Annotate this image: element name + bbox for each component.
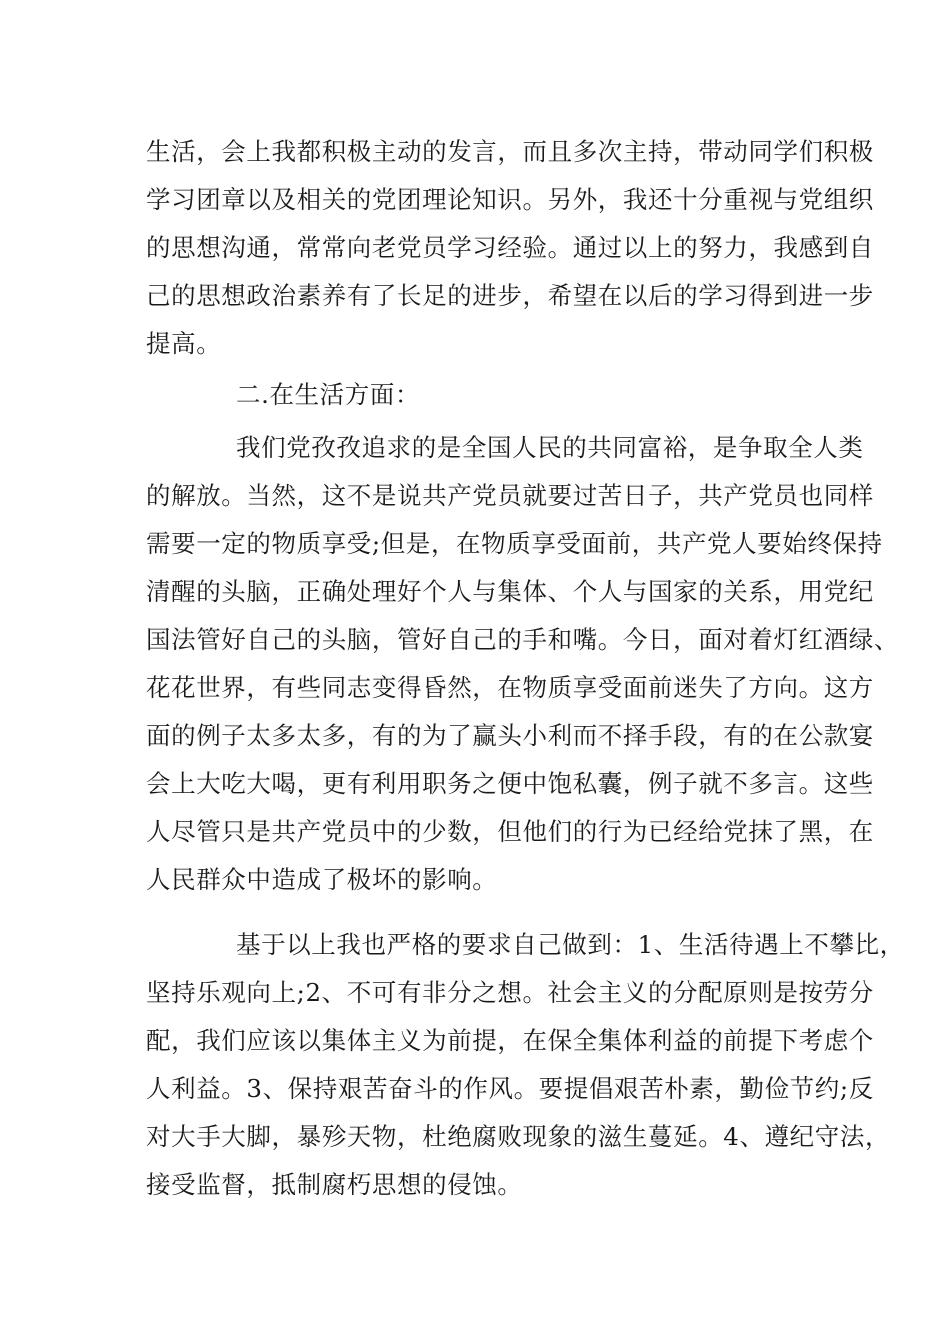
text-line: 面的例子太多太多，有的为了赢头小利而不择手段，有的在公款宴 <box>146 721 874 750</box>
text-line: 对大手大脚，暴殄天物，杜绝腐败现象的滋生蔓延。4、遵纪守法， <box>146 1122 891 1151</box>
text-line: 人尽管只是共产党员中的少数，但他们的行为已经给党抹了黑，在 <box>146 817 874 846</box>
paragraph-party-study <box>146 128 874 368</box>
text-line: 我们党孜孜追求的是全国人民的共同富裕，是争取全人类 <box>236 433 864 462</box>
text-line: 接受监督，抵制腐朽思想的侵蚀。 <box>146 1170 523 1199</box>
text-line: 人民群众中造成了极坏的影响。 <box>146 865 498 894</box>
text-line: 需要一定的物质享受;但是，在物质享受面前，共产党人要始终保持 <box>146 529 883 558</box>
text-line: 提高。 <box>146 329 222 358</box>
paragraph-self-requirements <box>146 921 905 1209</box>
section-heading-life <box>146 371 826 419</box>
text-line: 会上大吃大喝，更有利用职务之便中饱私囊，例子就不多言。这些 <box>146 769 874 798</box>
section-heading: 二.在生活方面： <box>236 380 421 409</box>
text-line: 基于以上我也严格的要求自己做到：1、生活待遇上不攀比， <box>236 930 905 959</box>
paragraph-material-life <box>146 424 899 904</box>
text-line: 生活，会上我都积极主动的发言，而且多次主持，带动同学们积极 <box>146 137 874 166</box>
text-line: 的思想沟通，常常向老党员学习经验。通过以上的努力，我感到自 <box>146 233 874 262</box>
text-line: 的解放。当然，这不是说共产党员就要过苦日子，共产党员也同样 <box>146 481 874 510</box>
text-line: 配，我们应该以集体主义为前提，在保全集体利益的前提下考虑个 <box>146 1026 874 1055</box>
text-line: 人利益。3、保持艰苦奋斗的作风。要提倡艰苦朴素，勤俭节约;反 <box>146 1074 874 1103</box>
text-line: 坚持乐观向上;2、不可有非分之想。社会主义的分配原则是按劳分 <box>146 978 874 1007</box>
text-line: 学习团章以及相关的党团理论知识。另外，我还十分重视与党组织 <box>146 185 874 214</box>
text-line: 清醒的头脑，正确处理好个人与集体、个人与国家的关系，用党纪 <box>146 577 874 606</box>
text-line: 国法管好自己的头脑，管好自己的手和嘴。今日，面对着灯红酒绿、 <box>146 625 899 654</box>
text-line: 花花世界，有些同志变得昏然，在物质享受面前迷失了方向。这方 <box>146 673 874 702</box>
text-line: 己的思想政治素养有了长足的进步，希望在以后的学习得到进一步 <box>146 281 874 310</box>
